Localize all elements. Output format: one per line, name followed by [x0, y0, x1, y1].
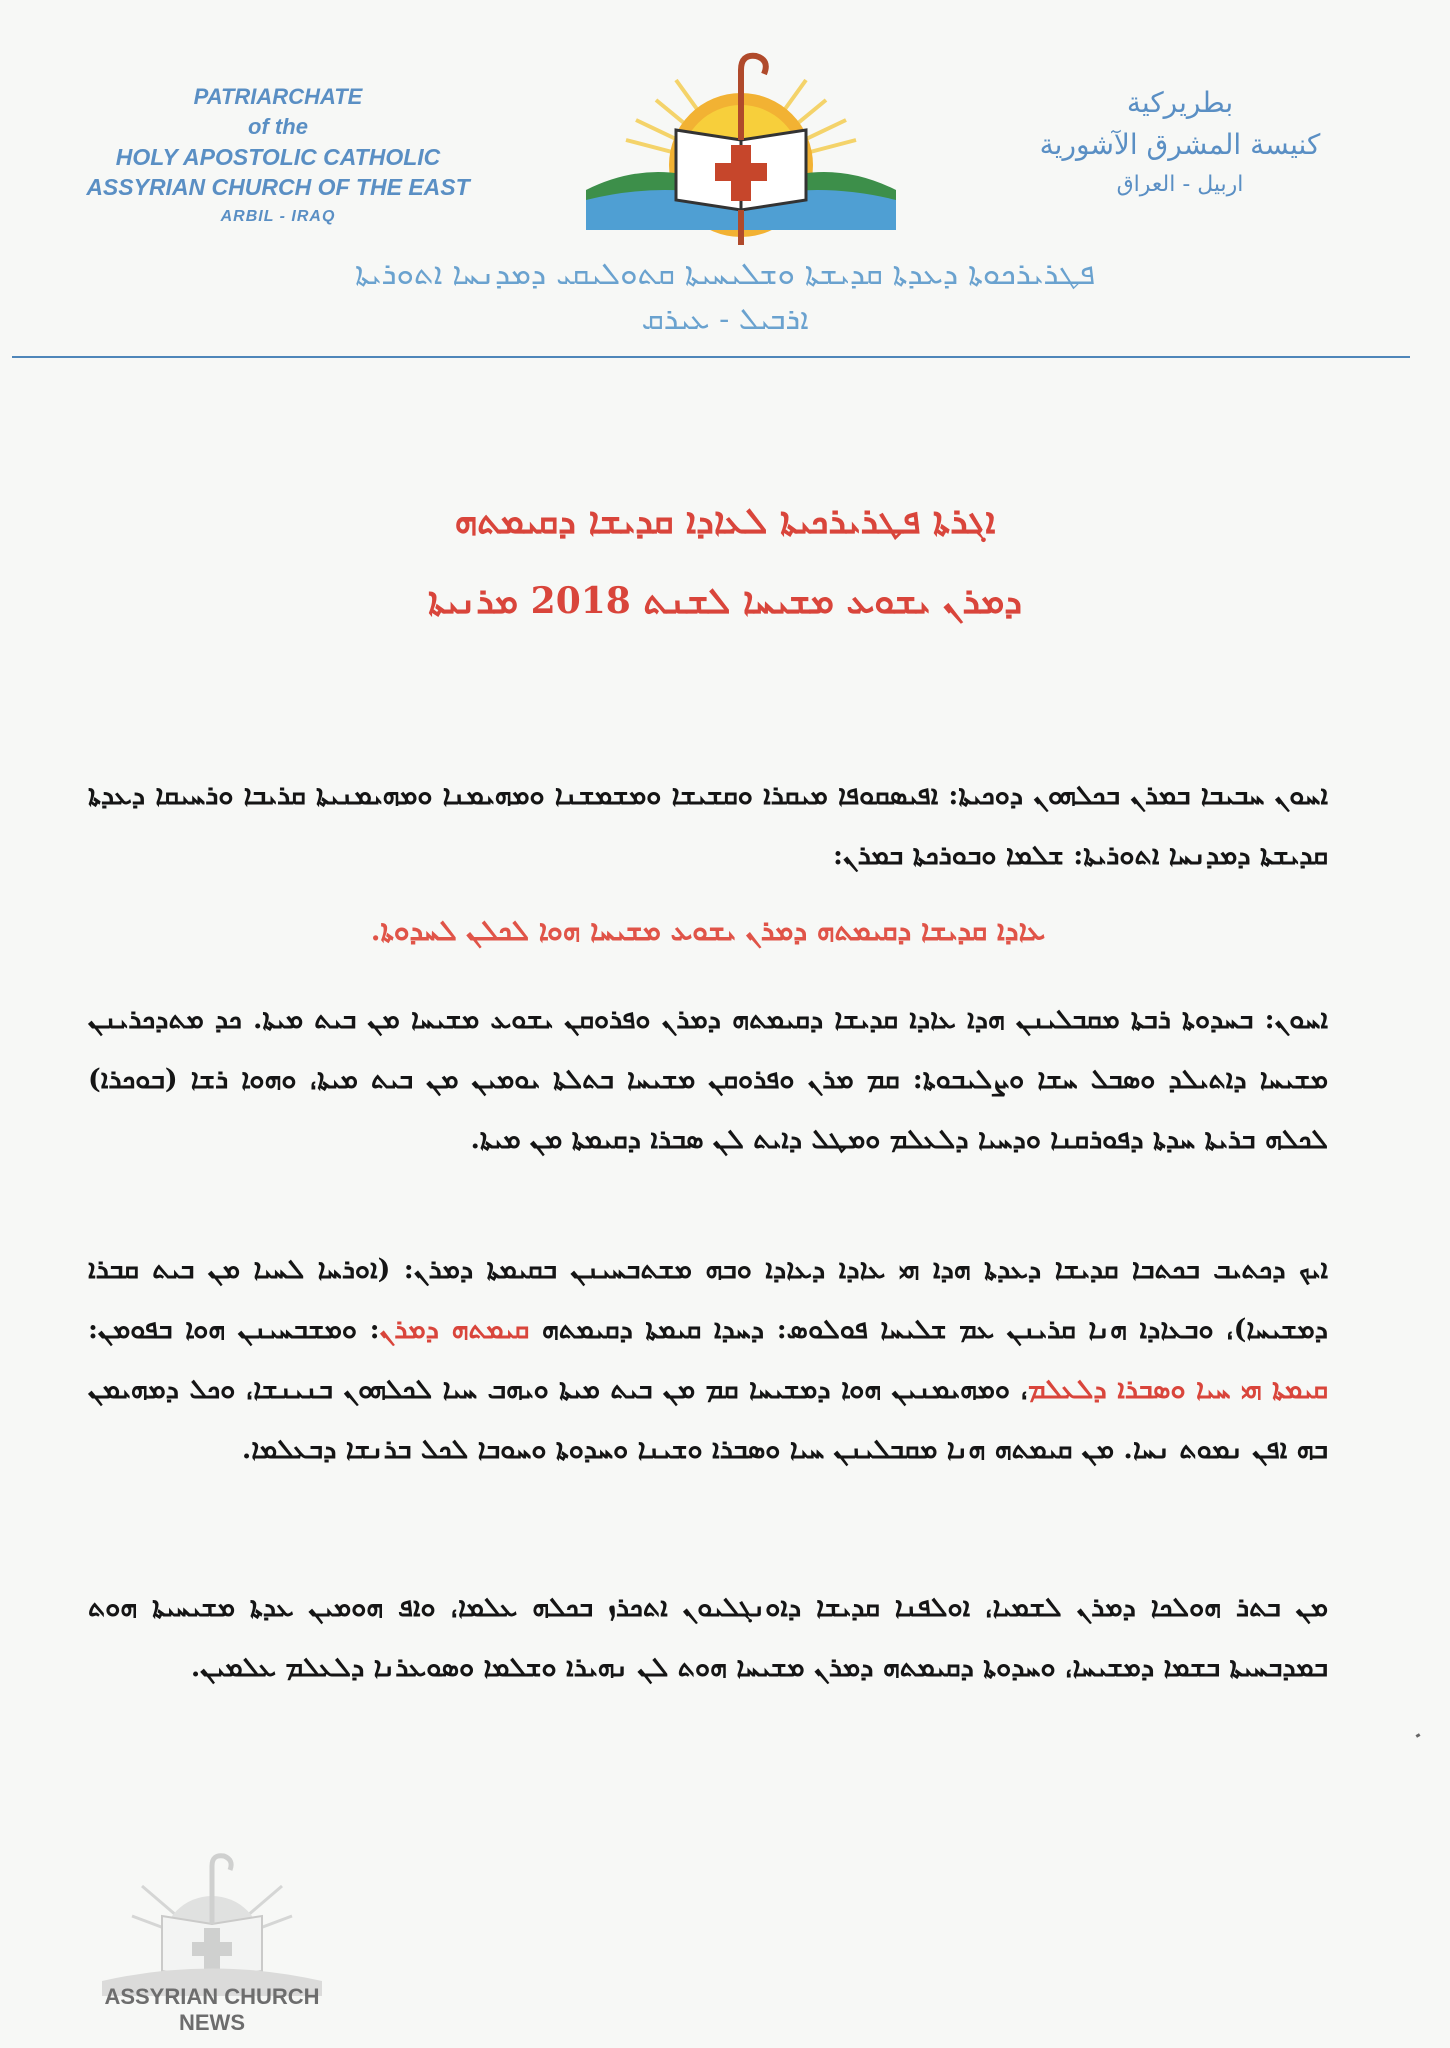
title-line2: ܕܡܪܢ ܝܫܘܥ ܡܫܝܚܐ ܠܫܢܬ 2018 ܡܪܢܝܬܐ: [427, 580, 1023, 622]
header-arabic: [1010, 82, 1350, 204]
title-line1: ܐܓܪܬܐ ܦܛܪܝܪܟܝܬܐ ܠܥܐܕܐ ܩܕܝܫܐ ܕܩܝܡܬܗ: [454, 500, 996, 542]
highlight-resurrection: ܩܝܡܬܗ ܕܡܪܢ: [379, 1314, 530, 1345]
header-english-line2: of the: [248, 114, 308, 139]
header-english: [78, 82, 478, 232]
church-emblem-icon: [566, 50, 916, 250]
watermark-text: ASSYRIAN CHURCH NEWS: [104, 1984, 320, 2035]
header-syriac-line2: ܐܪܒܝܠ - ܥܝܪܩ: [641, 302, 809, 337]
easter-greeting: ܥܐܕܐ ܩܕܝܫܐ ܕܩܝܡܬܗ ܕܡܪܢ ܝܫܘܥ ܡܫܝܚܐ ܗܘܐ ܠܟܠܢ ܠܚܕܘܬܐ.: [370, 914, 1046, 947]
header-arabic-line2: كنيسة المشرق الآشورية: [1039, 128, 1321, 161]
header-english-line3: HOLY APOSTOLIC CATHOLIC: [115, 144, 441, 170]
header-syriac: [100, 250, 1350, 342]
paragraph3-text-c: ، ܘܡܗܝܡܢܝܢ ܗܘܐ ܕܡܫܝܚܐ ܩܡ ܡܢ ܒܝܬ ܡܝܬܐ ܘܝܗܒ ܚܝܐ ܠܟܠܗܘܢ ܒܢܝܢܫܐ، ܘܟܠ ܕܡܗܝܡܢ ܒܗ ܐܦܢ ܢܡܘܬ ܢܚܐ. ܡܢ ܩܝܡܬܗ ܗܢܐ ܡܩܒܠܝܢܢ ܚܝܐ ܘܣܒܪܐ ܘܫܝܢܐ ܘܚܕܘܬܐ ܘܚܘܒܐ ܠܟܠ ܒܪܢܫܐ ܕܒܥܠܡܐ.: [88, 1374, 1328, 1465]
highlight-quote: ܩܝܡܬܐ ܗܝ ܚܝܐ ܘܣܒܪܐ ܕܠܥܠܡ: [1027, 1374, 1329, 1405]
header-arabic-location: اربيل - العراق: [1116, 172, 1244, 197]
header-arabic-line1: بطريركية: [1126, 86, 1234, 119]
paragraph3-text-a: ܐܝܟ ܕܟܬܝܒ ܒܟܬܒܐ ܩܕܝܫܐ ܕܥܕܬܐ ܗܕܐ ܗܝ ܥܐܕܐ ܕܥܐܕܐ ܘܒܗ ܡܫܬܒܚܝܢܢ ܒܩܝܡܬܐ ܕܡܪܢ: (ܐܘܪܚܐ ܠܚܝܐ ܡܢ ܒܝܬ ܩܒܪܐ ܕܡܫܝܚܐ)، ܘܒܥܐܕܐ ܗܢܐ ܩܪܝܢܢ ܥܡ ܫܠܝܚܐ ܦܘܠܘܣ: ܕܚܕܐ ܩܝܡܬܐ ܕܩܝܡܬܗ: [88, 1254, 1328, 1345]
body-paragraph-2: ܐܚܘܢ: ܒܚܕܘܬܐ ܪܒܬܐ ܡܩܒܠܝܢܢ ܗܕܐ ܥܐܕܐ ܩܕܝܫܐ ܕܩܝܡܬܗ ܕܡܪܢ ܘܦܪܘܩܢ ܝܫܘܥ ܡܫܝܚܐ ܡܢ ܒܝܬ ܡܝܬܐ. ܟܕ ܡܬܕܟܪܝܢܢ ܡܫܝܚܐ ܕܐܬܝܠܕ ܘܣܒܠ ܚܫܐ ܘܨܠܝܒܘܬܐ: ܩܡ ܡܪܢ ܘܦܪܘܩܢ ܡܫܝܚܐ ܒܬܠܬܐ ܝܘܡܝܢ ܡܢ ܒܝܬ ܡܝܬܐ، ܘܗܘܐ ܪܫܐ (ܒܘܟܪܐ) ܠܟܠܗ ܒܪܝܬܐ ܚܕܬܐ ܕܦܘܪܩܢܐ ܘܕܚܝܐ ܕܠܥܠܡ ܘܡܛܠ ܕܐܝܬ ܠܢ ܣܒܪܐ ܕܩܝܡܬܐ ܡܢ ܡܝܬܐ.: [88, 1004, 1328, 1155]
body-paragraph-4: ܡܢ ܒܬܪ ܗܘܠܟܐ ܕܡܪܢ ܠܫܡܝܐ، ܐܘܠܦܢܐ ܩܕܝܫܐ ܕܐܘܢܓܠܝܘܢ ܐܬܟܪܙ ܒܟܠܗ ܥܠܡܐ، ܘܐܦ ܗܘܡܝܢ ܥܕܬܐ ܡܫܝܚܝܬܐ ܗܘܬ ܒܡܕܒܚܝܬܐ ܒܫܡܐ ܕܡܫܝܚܐ، ܘܚܕܘܬܐ ܕܩܝܡܬܗ ܕܡܪܢ ܡܫܝܚܐ ܗܘܬ ܠܢ ܢܗܝܪܐ ܘܫܠܡܐ ܘܣܘܥܪܢܐ ܕܠܥܠܡ ܥܠܡܝܢ.: [88, 1592, 1328, 1683]
header-english-line4: ASSYRIAN CHURCH OF THE EAST: [86, 174, 470, 200]
letter-title: [180, 492, 1270, 630]
header-english-location: ARBIL - IRAQ: [220, 208, 336, 225]
body-paragraph-3: [88, 1240, 1328, 1480]
header-divider: [12, 356, 1410, 358]
body-paragraph-1: ܐܚܘܢ ܚܒܝܒܐ ܒܡܪܢ ܒܟܠܗܘܢ ܕܘܟܝܬܐ: ܐܦܝܣܩܘܦܐ ܡܝܩܪܐ ܘܩܫܝܫܐ ܘܡܫܡܫܢܐ ܘܡܗܝܡܢܐ ܘܡܗܝܡܢܝܬܐ ܩܪܝܒܐ ܘܪܚܝܩܐ ܕܥܕܬܐ ܩܕܝܫܬܐ ܕܡܕܢܚܐ ܐܬܘܪܝܬܐ: ܫܠܡܐ ܘܒܘܪܟܬܐ ܒܡܪܢ:: [88, 780, 1328, 871]
header-english-line1: PATRIARCHATE: [193, 84, 363, 109]
pen-mark: [1416, 1733, 1421, 1738]
header-syriac-line1: ܦܛܪܝܪܟܘܬܐ ܕܥܕܬܐ ܩܕܝܫܬܐ ܘܫܠܝܚܝܬܐ ܩܬܘܠܝܩܝ ܕܡܕܢܚܐ ܐܬܘܪܝܬܐ: [354, 256, 1095, 292]
paragraph3-text-b: : ܘܡܫܒܚܝܢܢ ܗܘܐ ܒܦܘܡܢ:: [88, 1314, 380, 1345]
